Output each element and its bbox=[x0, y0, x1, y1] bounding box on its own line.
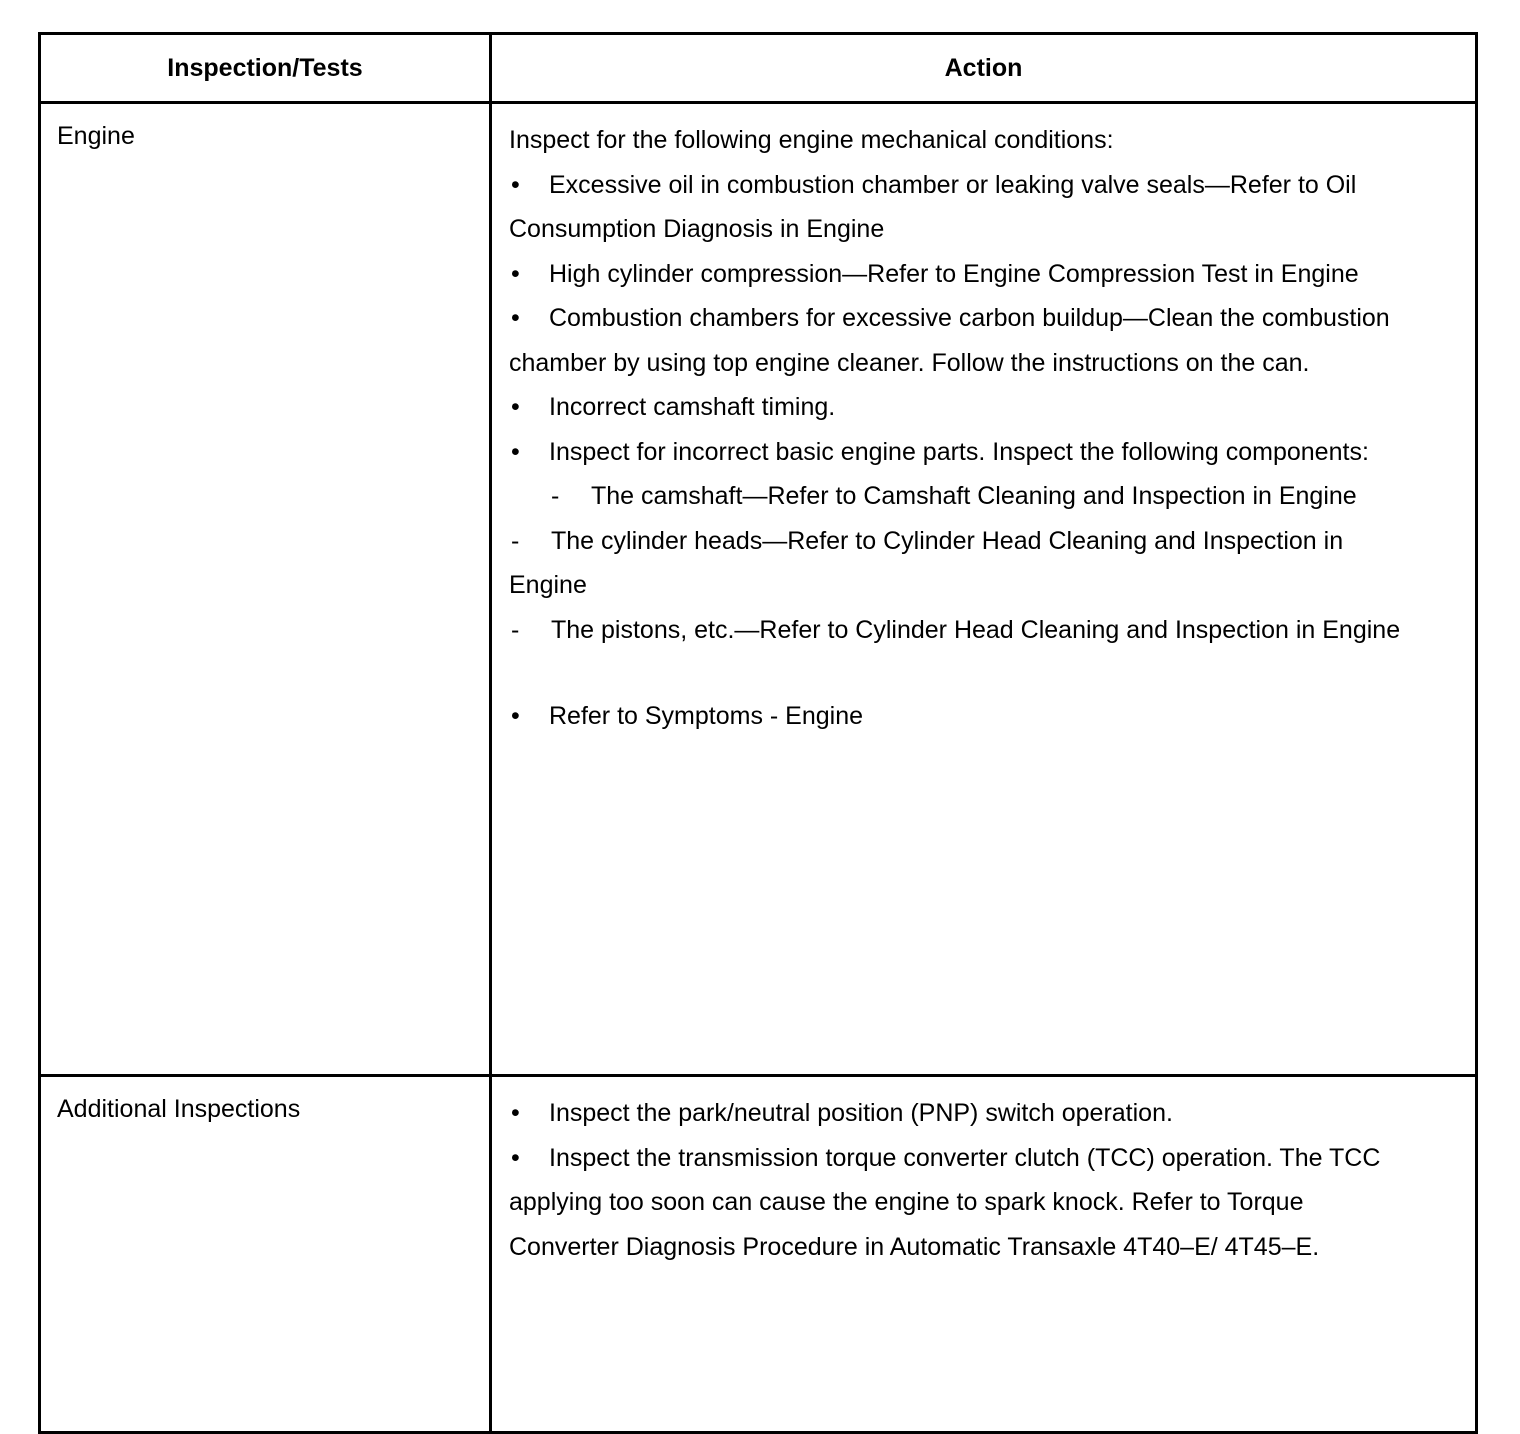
table-row bbox=[40, 1076, 1477, 1433]
list-item-text: High cylinder compression—Refer to Engine Compression Test in Engine bbox=[549, 259, 1359, 288]
header-row bbox=[40, 34, 1477, 103]
bullet-marker: • bbox=[511, 304, 520, 332]
list-item bbox=[509, 252, 1415, 297]
list-item-text: The pistons, etc.—Refer to Cylinder Head Cleaning and Inspection in Engine bbox=[551, 615, 1401, 644]
list-item bbox=[509, 163, 1415, 252]
sub-list-item bbox=[509, 608, 1415, 653]
inspection-table bbox=[38, 32, 1478, 1434]
list-item-text: Inspect the park/neutral position (PNP) switch operation. bbox=[549, 1099, 1173, 1127]
bullet-marker: • bbox=[511, 170, 520, 199]
list-item-text: Excessive oil in combustion chamber or leaking valve seals—Refer to Oil Consumption Diagnosis in Engine bbox=[509, 170, 1357, 243]
dash-marker: - bbox=[551, 482, 560, 510]
bullet-marker: • bbox=[511, 702, 520, 730]
list-item bbox=[509, 430, 1415, 475]
dash-marker: - bbox=[511, 615, 520, 644]
header-inspection-tests: Inspection/Tests bbox=[40, 34, 491, 103]
list-item bbox=[509, 1136, 1415, 1270]
row-label-additional-inspections: Additional Inspections bbox=[40, 1076, 491, 1433]
list-item-text: The camshaft—Refer to Camshaft Cleaning and Inspection in Engine bbox=[591, 482, 1357, 510]
bullet-marker: • bbox=[511, 437, 520, 466]
header-action: Action bbox=[491, 34, 1477, 103]
list-item-text: Inspect the transmission torque converter clutch (TCC) operation. The TCC applying too soon can cause the engine to spark knock. Refer to Torque Converter Diagnosis Procedure in Automatic Transaxle 4T40–E/ 4T45–E. bbox=[509, 1143, 1381, 1261]
bullet-marker: • bbox=[511, 1143, 520, 1172]
sub-list-item bbox=[509, 474, 1415, 519]
action-cell-additional bbox=[491, 1076, 1477, 1433]
list-item bbox=[509, 385, 1415, 430]
list-item bbox=[509, 1091, 1415, 1136]
bullet-marker: • bbox=[511, 1099, 520, 1127]
list-item bbox=[509, 694, 1415, 739]
list-item-text: Inspect for incorrect basic engine parts. Inspect the following components: bbox=[549, 437, 1369, 466]
table-row bbox=[40, 103, 1477, 1076]
action-cell-engine bbox=[491, 103, 1477, 1076]
list-item-text: Combustion chambers for excessive carbon buildup—Clean the combustion chamber by using top engine cleaner. Follow the instructions on the can. bbox=[509, 304, 1390, 377]
action-intro: Inspect for the following engine mechanical conditions: bbox=[509, 126, 1114, 154]
list-item-text: Incorrect camshaft timing. bbox=[549, 393, 836, 421]
list-item-text: The cylinder heads—Refer to Cylinder Head Cleaning and Inspection in Engine bbox=[509, 526, 1344, 599]
bullet-marker: • bbox=[511, 393, 520, 421]
sub-list-item bbox=[509, 519, 1415, 608]
spacer bbox=[509, 652, 1415, 694]
dash-marker: - bbox=[511, 526, 520, 555]
list-item-text: Refer to Symptoms - Engine bbox=[549, 702, 864, 730]
list-item bbox=[509, 296, 1415, 385]
row-label-engine: Engine bbox=[40, 103, 491, 1076]
bullet-marker: • bbox=[511, 259, 520, 288]
